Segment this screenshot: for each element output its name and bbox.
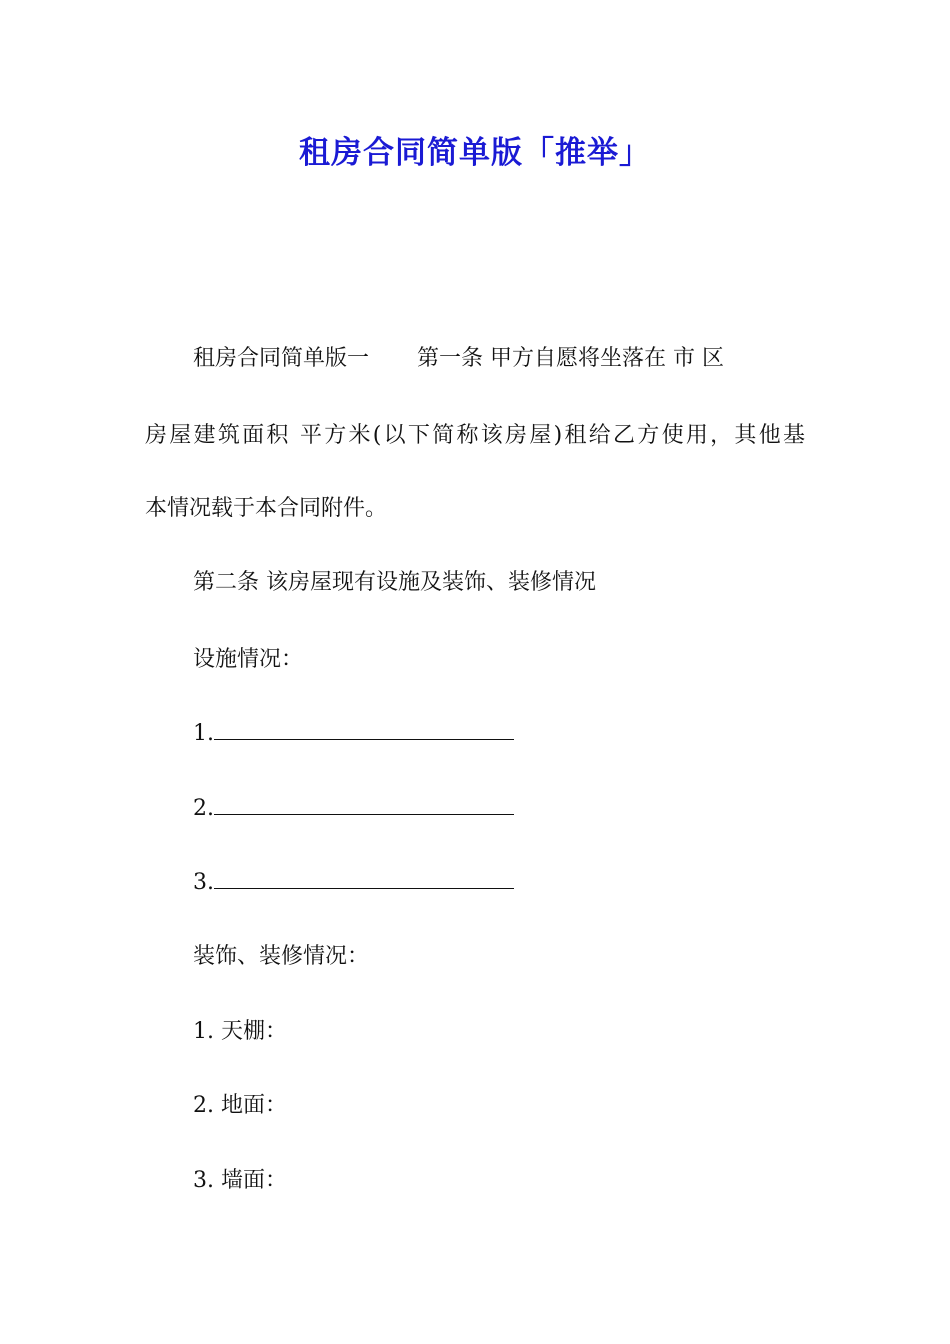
facility-item-1 [193, 718, 514, 750]
paragraph-line: 本情况载于本合同附件。 [145, 496, 388, 521]
paragraph-line [193, 343, 724, 375]
fill-in-blank [214, 719, 514, 740]
contract-version-label: 租房合同简单版一 [193, 346, 370, 371]
decoration-item-wall: 3. 墙面： [193, 1168, 287, 1193]
facility-item-3 [193, 867, 514, 899]
article-2-heading: 第二条 该房屋现有设施及装饰、装修情况 [193, 570, 596, 595]
item-number: 2. [193, 796, 214, 821]
document-title: 租房合同简单版「推举」 [299, 135, 651, 171]
fill-in-blank [214, 794, 514, 815]
decoration-heading: 装饰、装修情况： [193, 944, 370, 969]
facilities-heading: 设施情况： [193, 647, 304, 672]
decoration-item-ceiling: 1. 天棚： [193, 1019, 287, 1044]
facility-item-2 [193, 793, 514, 825]
article-1-start: 第一条 甲方自愿将坐落在 市 区 [417, 346, 724, 371]
paragraph-line: 房屋建筑面积 平方米(以下简称该房屋)租给乙方使用，其他基 [145, 423, 805, 448]
item-number: 1. [193, 721, 214, 746]
fill-in-blank [214, 868, 514, 889]
decoration-item-floor: 2. 地面： [193, 1093, 287, 1118]
item-number: 3. [193, 870, 214, 895]
